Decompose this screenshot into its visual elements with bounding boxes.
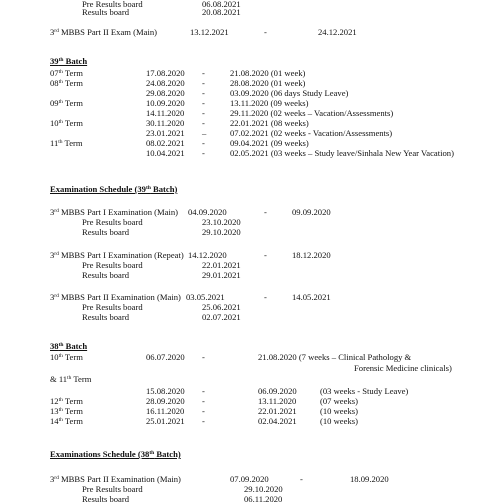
ordinal-suffix: th	[58, 119, 63, 125]
label-remainder: MBBS Part II Examination (Main)	[58, 292, 181, 302]
line-l25-text-2: -	[202, 352, 205, 362]
line-l06-text-1: 24.08.2020	[146, 78, 185, 88]
line-l23-text-1: 02.07.2021	[202, 312, 241, 322]
line-l06-text-0: 08th Term	[50, 78, 83, 88]
line-l02-text-1: 20.08.2021	[202, 7, 241, 17]
line-l11-text-0: 23.01.2021	[146, 128, 185, 138]
line-l20-text-1: 29.01.2021	[202, 270, 241, 280]
line-l35-text-0: Results board	[82, 494, 130, 504]
line-l28-text-3: (03 weeks - Study Leave)	[320, 386, 409, 396]
line-l26-text-0: Forensic Medicine clinicals)	[354, 363, 452, 373]
line-l30-text-1: 16.11.2020	[146, 406, 185, 416]
label-remainder: Term	[62, 98, 83, 108]
label-remainder: Term	[62, 68, 83, 78]
line-l10-text-1: 30.11.2020	[146, 118, 185, 128]
line-l29-text-1: 28.09.2020	[146, 396, 185, 406]
ordinal-suffix: th	[58, 139, 63, 145]
line-l30-text-0: 13th Term	[50, 406, 83, 416]
label-remainder: Term	[62, 416, 83, 426]
line-l03-text-2: -	[264, 27, 267, 37]
ordinal-suffix: th	[58, 397, 63, 403]
line-l33-text-0: 3rd MBBS Part II Examination (Main)	[50, 474, 181, 484]
line-l14-text-0: Examination Schedule (39th Batch)	[50, 184, 178, 194]
line-l08-text-0: 09th Term	[50, 98, 83, 108]
line-l20-text-0: Results board	[82, 270, 130, 280]
line-l29-text-3: 13.11.2020	[258, 396, 297, 406]
line-l04-text-0: 39th Batch	[50, 56, 88, 66]
line-l03-text-3: 24.12.2021	[318, 27, 357, 37]
ordinal-suffix: th	[58, 57, 64, 63]
line-l12-text-1: 08.02.2021	[146, 138, 185, 148]
ordinal-suffix: th	[58, 407, 63, 413]
line-l22-text-0: Pre Results board	[82, 302, 143, 312]
line-l06-text-2: -	[202, 78, 205, 88]
line-l18-text-1: 14.12.2020	[188, 250, 227, 260]
line-l09-text-1: -	[202, 108, 205, 118]
line-l30-text-3: 22.01.2021	[258, 406, 297, 416]
line-l06-text-3: 28.08.2020 (01 week)	[230, 78, 306, 88]
line-l28-text-2: 06.09.2020	[258, 386, 297, 396]
line-l21-text-2: -	[264, 292, 267, 302]
line-l22-text-1: 25.06.2021	[202, 302, 241, 312]
ordinal-suffix: th	[58, 79, 63, 85]
ordinal-suffix: th	[67, 375, 72, 381]
line-l15-text-1: 04.09.2020	[188, 207, 227, 217]
line-l28-text-1: -	[202, 386, 205, 396]
label-remainder: Batch	[63, 341, 88, 351]
label-remainder: Term	[62, 352, 83, 362]
line-l08-text-1: 10.09.2020	[146, 98, 185, 108]
line-l21-text-3: 14.05.2021	[292, 292, 331, 302]
ordinal-suffix: th	[145, 185, 151, 191]
label-remainder: Batch)	[150, 184, 178, 194]
label-remainder: Term	[62, 396, 83, 406]
line-l29-text-0: 12th Term	[50, 396, 83, 406]
line-l25-text-0: 10th Term	[50, 352, 83, 362]
ordinal-suffix: th	[58, 353, 63, 359]
line-l13-text-1: -	[202, 148, 205, 158]
line-l34-text-1: 29.10.2020	[244, 484, 283, 494]
line-l31-text-3: 02.04.2021	[258, 416, 297, 426]
line-l11-text-2: 07.02.2021 (02 weeks - Vacation/Assessments)	[230, 128, 393, 138]
ordinal-suffix: th	[58, 99, 63, 105]
line-l10-text-3: 22.01.2021 (08 weeks)	[230, 118, 309, 128]
line-l09-text-2: 29.11.2020 (02 weeks – Vacation/Assessments)	[230, 108, 394, 118]
line-l07-text-0: 29.08.2020	[146, 88, 185, 98]
line-l08-text-3: 13.11.2020 (09 weeks)	[230, 98, 309, 108]
line-l29-text-4: (07 weeks)	[320, 396, 358, 406]
line-l18-text-0: 3rd MBBS Part I Examination (Repeat)	[50, 250, 184, 260]
line-l27-text-0: & 11th Term	[50, 374, 92, 384]
label-remainder: MBBS Part II Exam (Main)	[58, 27, 157, 37]
line-l09-text-0: 14.11.2020	[146, 108, 185, 118]
line-l07-text-1: -	[202, 88, 205, 98]
line-l15-text-0: 3rd MBBS Part I Examination (Main)	[50, 207, 178, 217]
ordinal-suffix: rd	[54, 293, 59, 299]
ordinal-suffix: rd	[54, 28, 59, 34]
line-l05-text-0: 07th Term	[50, 68, 83, 78]
label-remainder: Term	[71, 374, 92, 384]
line-l21-text-1: 03.05.2021	[186, 292, 225, 302]
line-l33-text-2: -	[300, 474, 303, 484]
line-l01-text-0: Pre Results board	[82, 0, 143, 9]
line-l17-text-1: 29.10.2020	[202, 227, 241, 237]
line-l16-text-0: Pre Results board	[82, 217, 143, 227]
ordinal-suffix: th	[58, 342, 64, 348]
ordinal-suffix: rd	[54, 251, 59, 257]
line-l16-text-1: 23.10.2020	[202, 217, 241, 227]
line-l29-text-2: -	[202, 396, 205, 406]
line-l31-text-2: -	[202, 416, 205, 426]
label-remainder: MBBS Part I Examination (Repeat)	[58, 250, 184, 260]
line-l05-text-1: 17.08.2020	[146, 68, 185, 78]
line-l33-text-3: 18.09.2020	[350, 474, 389, 484]
line-l25-text-3: 21.08.2020 (7 weeks – Clinical Pathology &	[258, 352, 412, 362]
line-l30-text-4: (10 weeks)	[320, 406, 358, 416]
line-l08-text-2: -	[202, 98, 205, 108]
line-l28-text-0: 15.08.2020	[146, 386, 185, 396]
line-l31-text-4: (10 weeks)	[320, 416, 358, 426]
label-remainder: MBBS Part II Examination (Main)	[58, 474, 181, 484]
line-l13-text-0: 10.04.2021	[146, 148, 185, 158]
ordinal-suffix: th	[58, 417, 63, 423]
label-remainder: Term	[62, 78, 83, 88]
line-l12-text-2: -	[202, 138, 205, 148]
line-l03-text-1: 13.12.2021	[190, 27, 229, 37]
label-remainder: Term	[62, 138, 83, 148]
line-l10-text-0: 10th Term	[50, 118, 83, 128]
ordinal-suffix: th	[58, 69, 63, 75]
line-l21-text-0: 3rd MBBS Part II Examination (Main)	[50, 292, 181, 302]
line-l17-text-0: Results board	[82, 227, 130, 237]
label-remainder: Term	[62, 406, 83, 416]
line-l18-text-3: 18.12.2020	[292, 250, 331, 260]
ordinal-suffix: rd	[54, 208, 59, 214]
line-l13-text-2: 02.05.2021 (03 weeks – Study leave/Sinhala New Year Vacation)	[230, 148, 454, 158]
line-l34-text-0: Pre Results board	[82, 484, 143, 494]
label-remainder: Batch)	[154, 449, 181, 459]
line-l35-text-1: 06.11.2020	[244, 494, 283, 504]
line-l19-text-0: Pre Results board	[82, 260, 143, 270]
line-l31-text-0: 14th Term	[50, 416, 83, 426]
label-remainder: Batch	[63, 56, 88, 66]
line-l10-text-2: -	[202, 118, 205, 128]
line-l02-text-0: Results board	[82, 7, 130, 17]
line-l07-text-2: 03.09.2020 (06 days Study Leave)	[230, 88, 349, 98]
line-l24-text-0: 38th Batch	[50, 341, 88, 351]
line-l31-text-1: 25.01.2021	[146, 416, 185, 426]
line-l33-text-1: 07.09.2020	[230, 474, 269, 484]
line-l01-text-1: 06.08.2021	[202, 0, 241, 9]
line-l12-text-3: 09.04.2021 (09 weeks)	[230, 138, 309, 148]
line-l25-text-1: 06.07.2020	[146, 352, 185, 362]
line-l15-text-3: 09.09.2020	[292, 207, 331, 217]
line-l03-text-0: 3rd MBBS Part II Exam (Main)	[50, 27, 157, 37]
ordinal-suffix: th	[149, 450, 155, 456]
line-l30-text-2: -	[202, 406, 205, 416]
line-l05-text-3: 21.08.2020 (01 week)	[230, 68, 306, 78]
line-l18-text-2: -	[264, 250, 267, 260]
line-l12-text-0: 11th Term	[50, 138, 83, 148]
ordinal-suffix: rd	[54, 475, 59, 481]
line-l32-text-0: Examinations Schedule (38th Batch)	[50, 449, 181, 459]
line-l05-text-2: -	[202, 68, 205, 78]
label-remainder: Term	[62, 118, 83, 128]
line-l11-text-1: –	[202, 128, 207, 138]
line-l23-text-0: Results board	[82, 312, 130, 322]
label-remainder: MBBS Part I Examination (Main)	[58, 207, 178, 217]
line-l15-text-2: -	[264, 207, 267, 217]
line-l19-text-1: 22.01.2021	[202, 260, 241, 270]
